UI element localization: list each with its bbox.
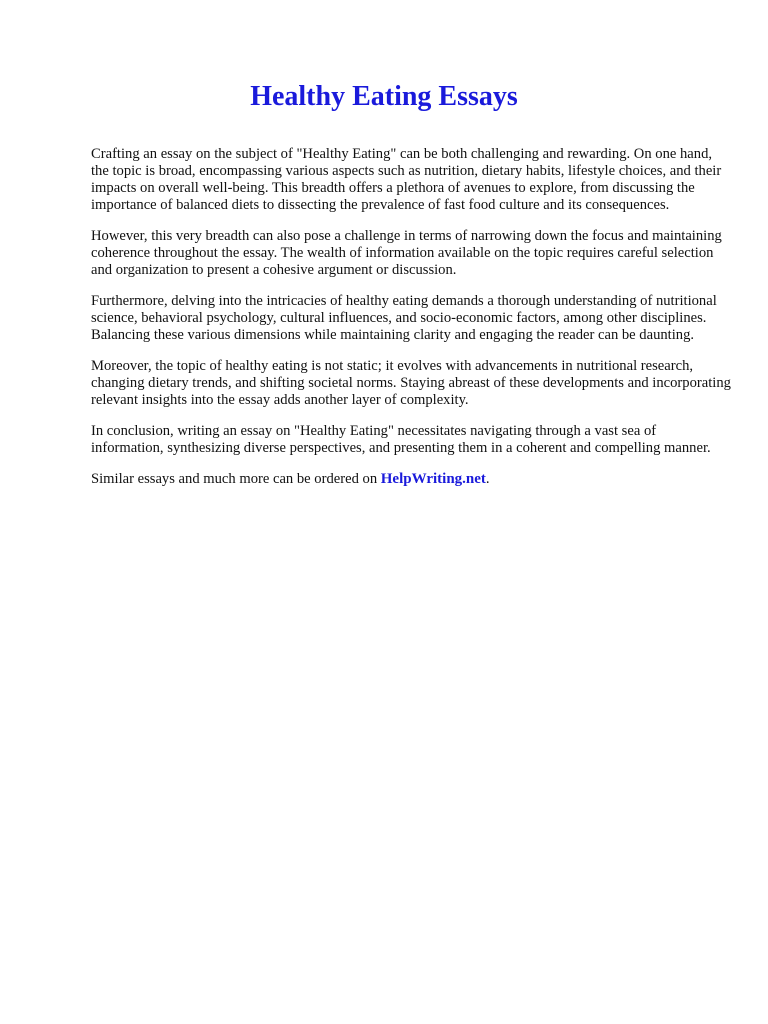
paragraph-1: Crafting an essay on the subject of "Healthy Eating" can be both challenging and rewarding. On one hand, the topic is broad, encompassing various aspects such as nutrition, dietary habits, lifestyle choices, and their impacts on overall well-being. This breadth offers a plethora of avenues to explore, from discussing the importance of balanced diets to dissecting the prevalence of fast food culture and its consequences. xyxy=(91,146,722,213)
paragraph-3: Furthermore, delving into the intricacies of healthy eating demands a thorough understanding of nutritional science, behavioral psychology, cultural influences, and socio-economic factors, among other disciplines. Balancing these various dimensions while maintaining clarity and engaging the reader can be daunting. xyxy=(91,293,717,343)
paragraph-2: However, this very breadth can also pose a challenge in terms of narrowing down the focus and maintaining coherence throughout the essay. The wealth of information available on the topic requires careful selection and organization to present a cohesive argument or discussion. xyxy=(91,228,722,278)
helpwriting-link[interactable]: HelpWriting.net xyxy=(380,471,486,487)
footer-suffix: . xyxy=(485,471,490,487)
paragraph-5: In conclusion, writing an essay on "Healthy Eating" necessitates navigating through a vast sea of information, synthesizing diverse perspectives, and presenting them in a coherent and compelling manner. xyxy=(91,423,711,456)
footer-line xyxy=(91,471,731,488)
paragraph-4: Moreover, the topic of healthy eating is not static; it evolves with advancements in nutritional research, changing dietary trends, and shifting societal norms. Staying abreast of these developments and incorporating relevant insights into the essay adds another layer of complexity. xyxy=(91,358,731,408)
footer-prefix: Similar essays and much more can be ordered on xyxy=(91,471,381,487)
essay-body xyxy=(91,146,731,502)
page-title: Healthy Eating Essays xyxy=(250,81,518,112)
